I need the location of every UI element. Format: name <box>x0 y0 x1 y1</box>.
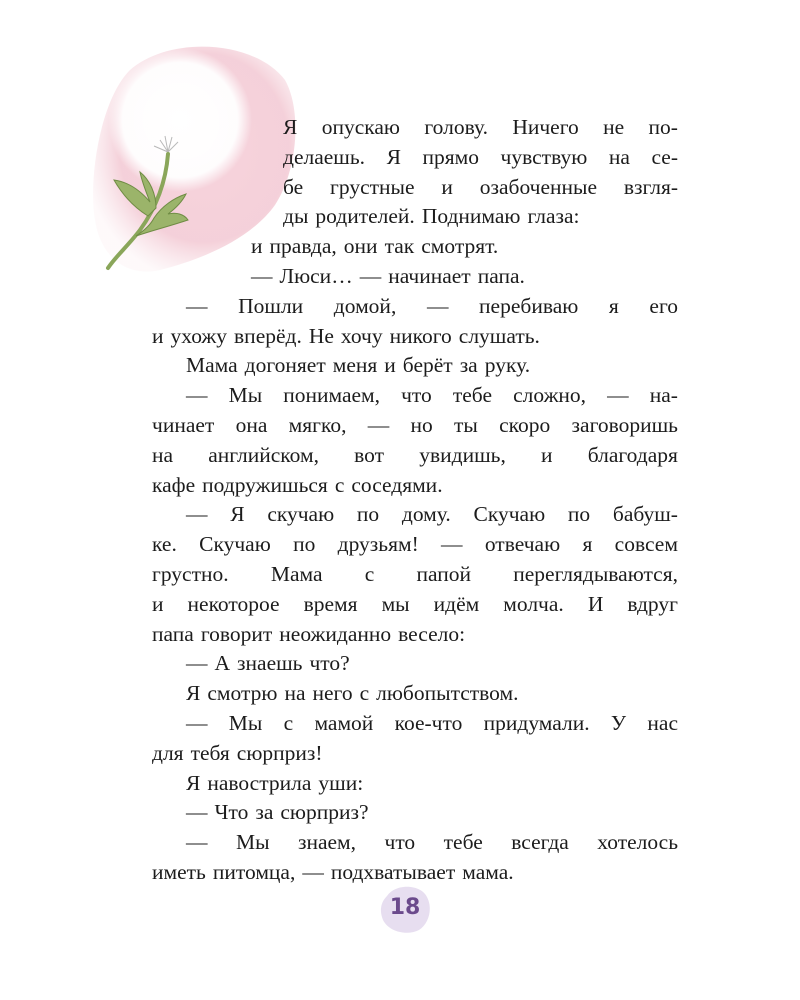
text-line: делаешь. Я прямо чувствую на се- <box>283 145 678 169</box>
text-line: — Пошли домой, — перебиваю я его <box>186 294 678 318</box>
text-line: — Что за сюрприз? <box>186 800 369 824</box>
text-line: — А знаешь что? <box>186 651 350 675</box>
text-line: Я смотрю на него с любопытством. <box>186 681 519 705</box>
text-line: папа говорит неожиданно весело: <box>152 622 466 646</box>
text-line: — Мы знаем, что тебе всегда хотелось <box>186 830 678 854</box>
text-line: ке. Скучаю по друзьям! — отвечаю я совсем <box>152 532 678 556</box>
text-line: кафе подружишься с соседями. <box>152 473 443 497</box>
text-line: на английском, вот увидишь, и благодаря <box>152 443 678 467</box>
text-line: бе грустные и озабоченные взгля- <box>283 175 678 199</box>
text-line: и некоторое время мы идём молча. И вдруг <box>152 592 678 616</box>
text-line: Мама догоняет меня и берёт за руку. <box>186 353 531 377</box>
text-line: Я опускаю голову. Ничего не по- <box>283 115 678 139</box>
text-line: иметь питомца, — подхватывает мама. <box>152 860 514 884</box>
text-line: — Мы с мамой кое-что придумали. У нас <box>186 711 678 735</box>
text-line: для тебя сюрприз! <box>152 741 323 765</box>
text-line: грустно. Мама с папой переглядываются, <box>152 562 678 586</box>
text-line: ды родителей. Поднимаю глаза: <box>283 204 580 228</box>
text-line: и ухожу вперёд. Не хочу никого слушать. <box>152 324 540 348</box>
text-line: Я навострила уши: <box>186 771 364 795</box>
text-line: — Мы понимаем, что тебе сложно, — на- <box>186 383 678 407</box>
text-line: и правда, они так смотрят. <box>251 234 499 258</box>
text-line: чинает она мягко, — но ты скоро заговоришь <box>152 413 678 437</box>
text-line: — Я скучаю по дому. Скучаю по бабуш- <box>186 502 678 526</box>
page-number-badge <box>375 878 435 938</box>
page-number: 18 <box>389 895 421 920</box>
text-line: — Люси… — начинает папа. <box>251 264 525 288</box>
